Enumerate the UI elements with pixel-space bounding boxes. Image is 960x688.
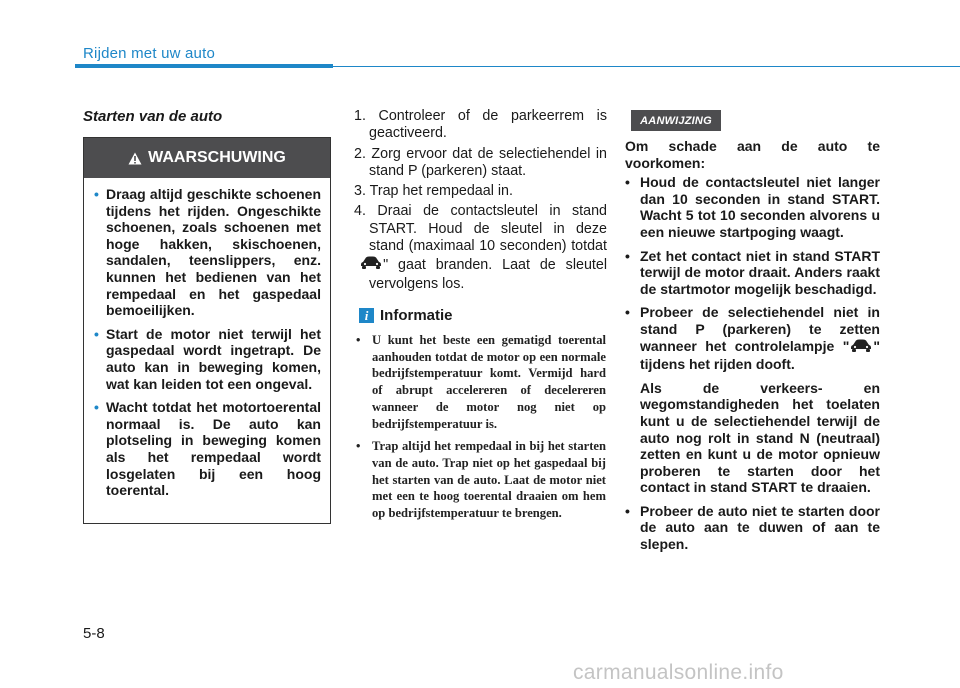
bullet-icon: • xyxy=(625,174,630,191)
step-4-text-after: " gaat branden. Laat de sleutel vervolgens los. xyxy=(369,257,607,292)
notice-item-text-before: Probeer de selectiehendel niet in stand P (parkeren) te zetten wanneer het controlelampje " xyxy=(640,304,880,354)
bullet-icon: • xyxy=(356,439,361,454)
warning-triangle-icon xyxy=(128,152,142,165)
bullet-icon: • xyxy=(625,247,630,264)
bullet-icon: • xyxy=(94,399,99,416)
step-2: 2. Zorg ervoor dat de selectiehendel in stand P (parkeren) staat. xyxy=(354,145,607,179)
header-accent-bar xyxy=(75,64,333,68)
bullet-icon: • xyxy=(625,304,630,321)
warning-item-text: Draag altijd geschikte schoenen tijdens het rijden. Ongeschikte schoenen, zoals schoenen met hoge hakken, skischoenen, sandalen, teenslippers, enz. kunnen het bedienen van het rempedaal en het gaspedaal bemoeilijken. xyxy=(106,186,321,319)
warning-header xyxy=(84,138,330,178)
notice-item-text-after: " tijdens het rijden dooft. xyxy=(640,337,880,373)
notice-item-text: Houd de contactsleutel niet langer dan 10 seconden in stand START. Wacht 5 tot 10 seconden alvorens u een nieuwe startpoging waagt. xyxy=(640,174,880,240)
bullet-icon: • xyxy=(625,502,630,519)
notice-item-paragraph: Als de verkeers- en wegomstandigheden het toelaten kunt u de selectiehendel terwijl de auto nog rolt in stand N (neutraal) zetten en kunt u de motor opnieuw proberen te starten door het contact in stand START te draaien. xyxy=(640,379,880,496)
notice-item-text: Probeer de auto niet te starten door de auto aan te duwen of aan te slepen. xyxy=(640,502,880,553)
step-4-text-before: 4. Draai de contactsleutel in stand START. Houd de sleutel in deze stand (maximaal 10 seconden) totdat xyxy=(354,203,607,255)
bullet-icon: • xyxy=(94,325,99,342)
notice-badge: AANWIJZING xyxy=(631,110,721,131)
steps-column xyxy=(354,108,607,296)
notice-column xyxy=(625,138,880,560)
notice-intro: Om schade aan de auto te voorkomen: xyxy=(625,138,880,171)
notice-item xyxy=(625,503,880,553)
watermark: carmanualsonline.info xyxy=(573,661,784,684)
warning-item xyxy=(96,186,321,319)
info-item-text: Trap altijd het rempedaal in bij het starten van de auto. Trap niet op het gaspedaal bij het starten van de auto. Laat de motor niet met een te hoog toerental draaien om hem op bedrijfstemperatuur te brengen. xyxy=(372,439,606,521)
car-ready-indicator-icon xyxy=(850,338,872,357)
page-number: 5-8 xyxy=(83,625,105,642)
warning-item-text: Start de motor niet terwijl het gaspedaal wordt ingetrapt. De auto kan in beweging komen, wat kan leiden tot een ongeval. xyxy=(106,325,321,392)
notice-item xyxy=(625,174,880,240)
notice-item xyxy=(625,304,880,496)
info-item xyxy=(356,438,606,522)
step-1: 1. Controleer of de parkeerrem is geactiveerd. xyxy=(354,108,607,142)
warning-item xyxy=(96,326,321,392)
info-header xyxy=(359,307,453,324)
info-title: Informatie xyxy=(380,307,453,324)
car-ready-indicator-icon xyxy=(375,255,382,275)
header-title: Rijden met uw auto xyxy=(83,45,216,62)
step-3: 3. Trap het rempedaal in. xyxy=(354,183,513,200)
notice-item-text: Zet het contact niet in stand START terwijl de motor draait. Anders raakt de startmotor mogelijk beschadigd. xyxy=(640,247,880,297)
warning-title: WAARSCHUWING xyxy=(148,149,286,166)
header-rule xyxy=(333,66,960,67)
info-item-text: U kunt het beste een gematigd toerental aanhouden totdat de motor op een normale bedrijfstemperatuur komt. Vermijd hard of abrupt accelereren of decelereren wanneer de motor nog niet op bedrijfstemperatuur is. xyxy=(372,333,606,431)
warning-item-text: Wacht totdat het motortoerental normaal is. De auto kan plotseling in beweging komen als het rempedaal wordt losgelaten bij een hoog toerental. xyxy=(106,399,321,499)
bullet-icon: • xyxy=(356,333,361,347)
step-4 xyxy=(354,203,607,292)
bullet-icon: • xyxy=(94,186,99,202)
warning-item xyxy=(96,399,321,499)
section-title: Starten van de auto xyxy=(83,108,223,125)
warning-box xyxy=(83,137,331,524)
info-item xyxy=(356,332,606,432)
info-icon: i xyxy=(359,308,374,323)
info-body xyxy=(356,332,606,528)
notice-item xyxy=(625,248,880,298)
